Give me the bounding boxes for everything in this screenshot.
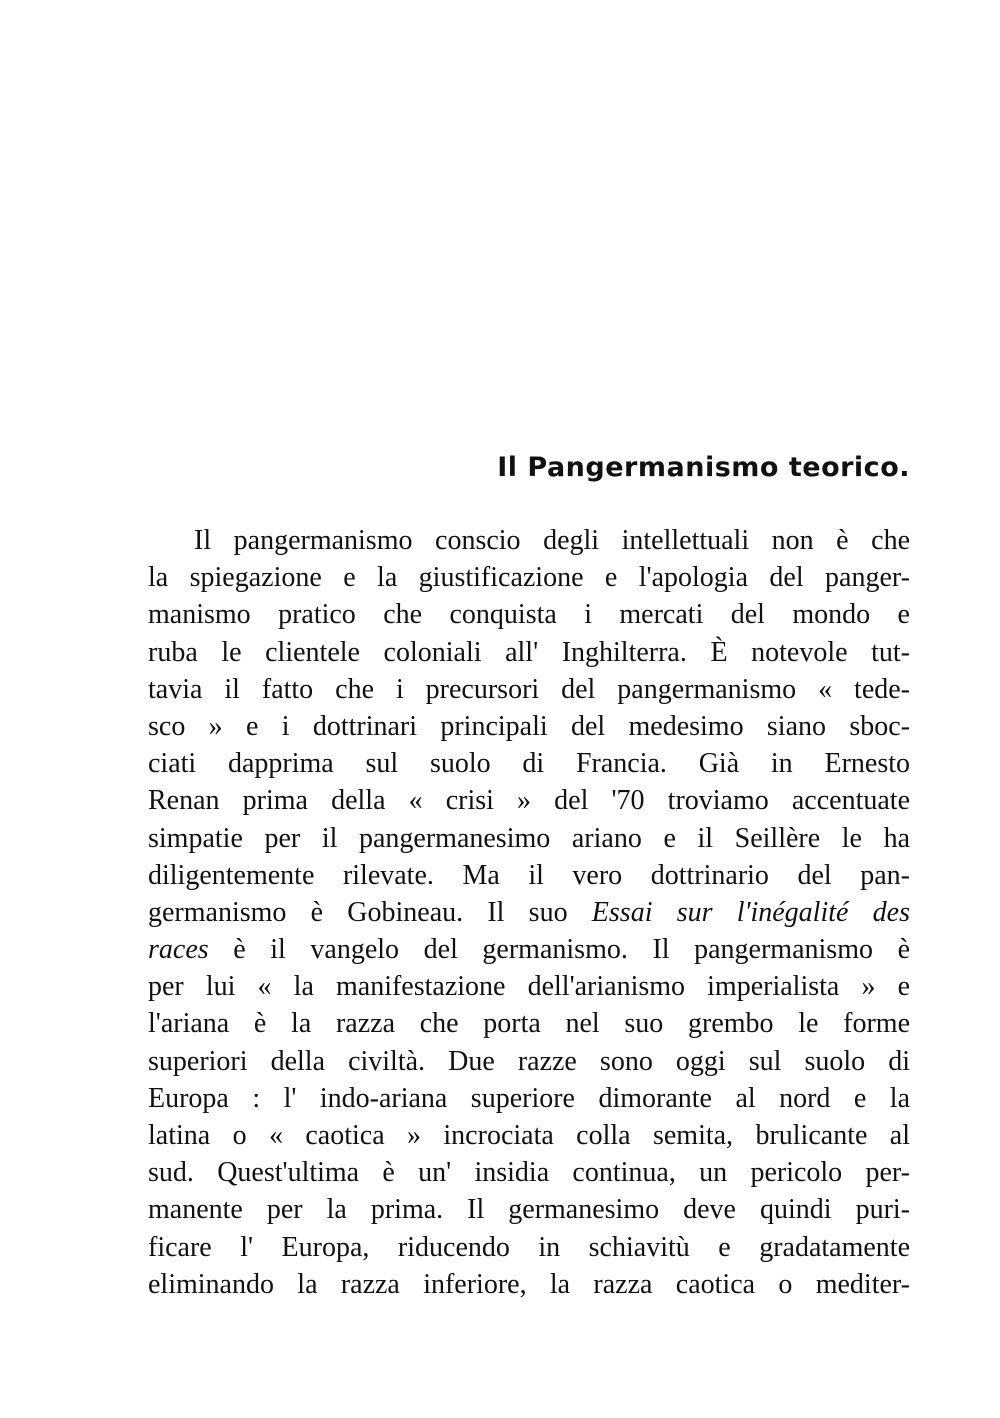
text-line: simpatie per il pangermanesimo ariano e il Seillère le ha (148, 822, 910, 854)
text-line: ruba le clientele coloniali all' Inghilterra. È notevole tut- (148, 636, 910, 668)
text-line: manismo pratico che conquista i mercati del mondo e (148, 599, 910, 631)
text-line: eliminando la razza inferiore, la razza caotica o mediter- (148, 1268, 910, 1300)
text-line (148, 931, 910, 968)
text-line: diligentemente rilevate. Ma il vero dottrinario del pan- (148, 859, 910, 891)
text-line: ciati dapprima sul suolo di Francia. Già in Ernesto (148, 748, 910, 780)
text-line: manente per la prima. Il germanesimo deve quindi puri- (148, 1194, 910, 1226)
text-line: Europa : l' indo-ariana superiore dimorante al nord e la (148, 1082, 910, 1114)
text-segment: germanismo è Gobineau. Il suo (148, 896, 592, 928)
text-line: sco » e i dottrinari principali del medesimo siano sboc- (148, 710, 910, 742)
text-line: la spiegazione e la giustificazione e l'apologia del panger- (148, 562, 910, 594)
text-line: Il pangermanismo conscio degli intellettuali non è che (194, 525, 910, 556)
text-line: latina o « caotica » incrociata colla semita, brulicante al (148, 1120, 910, 1151)
text-segment: è il vangelo del germanismo. Il pangermanismo è (208, 934, 910, 966)
text-line: l'ariana è la razza che porta nel suo grembo le forme (148, 1008, 910, 1040)
body-paragraph (148, 522, 910, 1303)
text-line: tavia il fatto che i precursori del pangermanismo « tede- (148, 673, 910, 705)
text-line: Renan prima della « crisi » del '70 troviamo accentuate (148, 785, 910, 817)
text-line: ficare l' Europa, riducendo in schiavitù e gradatamente (148, 1231, 910, 1263)
book-title-italic: races (148, 934, 209, 966)
book-title-italic: Essai sur l'inégalité des (591, 896, 910, 928)
text-line (148, 894, 910, 931)
text-line: per lui « la manifestazione dell'arianismo imperialista » e (148, 971, 910, 1003)
chapter-heading: Il Pangermanismo teorico. (497, 452, 910, 483)
text-line: superiori della civiltà. Due razze sono oggi sul suolo di (148, 1045, 910, 1077)
text-line: sud. Quest'ultima è un' insidia continua, un pericolo per- (148, 1157, 910, 1189)
